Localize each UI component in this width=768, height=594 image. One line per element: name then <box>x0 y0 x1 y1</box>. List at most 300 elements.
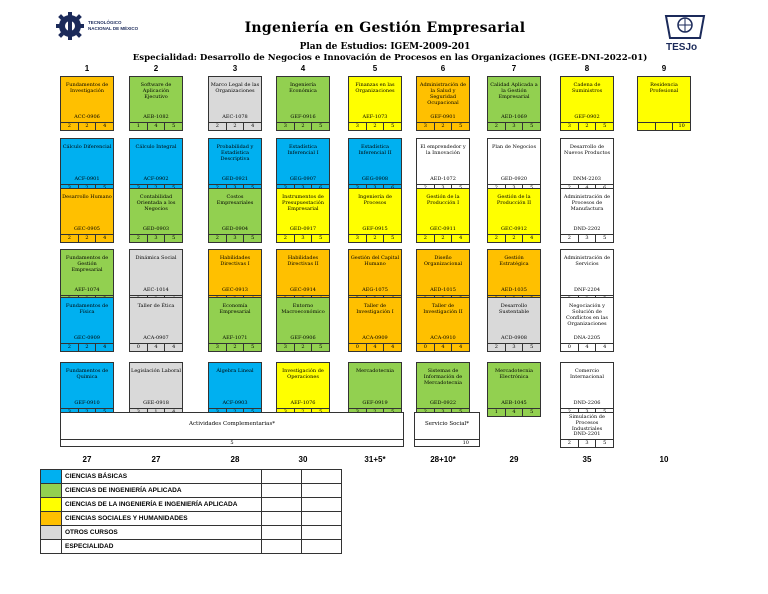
semester-number: 9 <box>661 64 667 73</box>
course-name: Fundamentos de Química <box>65 368 109 380</box>
course-code: ACF-0901 <box>74 176 100 182</box>
legend-swatch <box>41 540 62 554</box>
course-card <box>348 297 402 352</box>
semester-number: 1 <box>84 64 90 73</box>
course-name: Entorno Macroeconómico <box>281 303 325 315</box>
course-name: Dinámica Social <box>135 255 177 261</box>
hours-cell: 5 <box>172 123 176 129</box>
course-name: Costos Empresariales <box>216 194 254 206</box>
hours-cell: 2 <box>227 344 245 351</box>
course-name: Fundamentos de Física <box>65 303 109 315</box>
course-code: DND-2201 <box>573 431 601 437</box>
course-code: GEG-0907 <box>289 176 317 182</box>
hours-cell: 5 <box>251 344 255 350</box>
hours-cell: 4 <box>459 344 463 350</box>
course-name: Residencia Profesional <box>649 82 679 94</box>
legend-label: CIENCIAS DE INGENIERÍA APLICADA <box>62 484 262 498</box>
course-card <box>208 297 262 352</box>
hours-cell: 3 <box>579 440 597 447</box>
course-card <box>60 138 114 193</box>
course-name: Cálculo Diferencial <box>62 144 112 150</box>
hours-cell: 2 <box>488 344 506 351</box>
hours-cell: 2 <box>61 235 79 242</box>
course-card <box>129 297 183 352</box>
course-hours <box>349 343 401 351</box>
course-code: GEF-0910 <box>74 400 100 406</box>
course-name: Ingeniería Económica <box>289 82 317 94</box>
legend-blank-cell <box>262 526 302 540</box>
complementary-activities-label: Actividades Complementarias* <box>188 421 276 427</box>
hours-cell <box>638 123 656 130</box>
course-name: Taller de Ética <box>137 303 175 309</box>
legend-blank-cell <box>262 512 302 526</box>
course-card <box>276 249 330 304</box>
course-card <box>129 362 183 417</box>
legend-swatch <box>41 484 62 498</box>
course-hours <box>277 343 329 351</box>
hours-cell: 4 <box>435 344 453 351</box>
hours-cell: 2 <box>227 123 245 130</box>
legend-row <box>41 498 342 512</box>
hours-cell: 4 <box>103 123 107 129</box>
course-code: GED-0920 <box>500 176 528 182</box>
course-card <box>416 249 470 304</box>
course-code: AEB-1082 <box>143 114 169 120</box>
hours-cell: 5 <box>319 344 323 350</box>
course-code: AED-1015 <box>430 287 456 293</box>
course-name: Plan de Negocios <box>491 144 537 150</box>
legend-row <box>41 512 342 526</box>
course-name: Estadística Inferencial II <box>358 144 392 156</box>
course-code: GEG-0908 <box>361 176 389 182</box>
semester-total: 28+10* <box>430 455 456 464</box>
semester-number: 2 <box>153 64 159 73</box>
course-name: Desarrollo de Nuevos Productos <box>563 144 611 156</box>
legend-blank-cell <box>302 540 342 554</box>
course-code: DNF-2204 <box>573 287 601 293</box>
hours-cell: 0 <box>349 344 367 351</box>
legend-label: CIENCIAS DE LA INGENIERÍA E INGENIERÍA APLICADA <box>62 498 262 512</box>
course-code: GEC-0913 <box>222 287 248 293</box>
hours-cell: 4 <box>391 344 395 350</box>
hours-cell: 2 <box>506 235 524 242</box>
complementary-activities <box>60 412 404 447</box>
hours-cell: 3 <box>295 235 313 242</box>
hours-cell: 1 <box>130 123 148 130</box>
legend-blank-cell <box>262 498 302 512</box>
hours-cell: 3 <box>506 123 524 130</box>
semester-number: 3 <box>232 64 238 73</box>
course-name: Economía Empresarial <box>219 303 251 315</box>
legend-label: CIENCIAS BÁSICAS <box>62 470 262 484</box>
course-card <box>276 297 330 352</box>
course-card <box>487 297 541 352</box>
institution-line1: TECNOLÓGICO <box>88 20 122 25</box>
hours-cell: 3 <box>349 123 367 130</box>
course-name: Administración de Servicios <box>563 255 611 267</box>
institution-line2: NACIONAL DE MÉXICO <box>88 25 139 31</box>
hours-cell: 3 <box>277 344 295 351</box>
complementary-activities-credits: 5 <box>61 439 403 446</box>
legend-row <box>41 470 342 484</box>
legend-blank-cell <box>302 484 342 498</box>
course-card <box>637 76 691 131</box>
semester-total: 29 <box>509 455 519 464</box>
course-code: GED-0903 <box>142 226 170 232</box>
course-card <box>348 188 402 243</box>
legend-swatch <box>41 470 62 484</box>
course-card <box>416 76 470 131</box>
hours-cell: 4 <box>367 344 385 351</box>
hours-cell: 5 <box>391 123 395 129</box>
hours-cell: 5 <box>319 235 323 241</box>
course-code: AEB-1045 <box>501 400 527 406</box>
hours-cell: 2 <box>130 235 148 242</box>
course-code: ACA-0909 <box>362 335 388 341</box>
course-card <box>129 249 183 304</box>
hours-cell: 4 <box>103 344 107 350</box>
hours-cell: 4 <box>251 123 255 129</box>
hours-cell: 2 <box>488 235 506 242</box>
course-name: Software de Aplicación Ejecutivo <box>140 82 172 100</box>
hours-cell: 3 <box>349 235 367 242</box>
course-code: GED-0904 <box>221 226 249 232</box>
course-card <box>560 362 614 417</box>
hours-cell: 3 <box>561 123 579 130</box>
hours-cell: 3 <box>227 235 245 242</box>
course-hours <box>277 122 329 130</box>
semester-number: 8 <box>584 64 590 73</box>
course-name: Calidad Aplicada a la Gestión Empresarial <box>490 82 538 100</box>
course-name: Habilidades Directivas II <box>287 255 319 267</box>
course-code: GED-0922 <box>429 400 457 406</box>
legend-row <box>41 540 342 554</box>
hours-cell: 3 <box>148 235 166 242</box>
legend-blank-cell <box>262 484 302 498</box>
hours-cell: 2 <box>61 344 79 351</box>
legend-blank-cell <box>262 540 302 554</box>
course-hours <box>561 439 613 447</box>
legend-row <box>41 526 342 540</box>
course-name: Álgebra Lineal <box>216 368 254 374</box>
hours-cell: 2 <box>61 123 79 130</box>
course-hours <box>130 234 182 242</box>
course-card <box>560 412 614 448</box>
page-title: Ingeniería en Gestión Empresarial <box>244 20 526 36</box>
course-card <box>208 362 262 417</box>
course-card <box>208 188 262 243</box>
course-name: Sistemas de Información de Mercadotecnia <box>423 368 463 386</box>
course-code: ACA-0910 <box>430 335 456 341</box>
course-name: Desarrollo Sustentable <box>498 303 530 315</box>
course-card <box>487 249 541 304</box>
hours-cell: 2 <box>295 344 313 351</box>
course-name: Desarrollo Humano <box>62 194 112 200</box>
course-card <box>208 249 262 304</box>
course-code: GEE-0918 <box>143 400 169 406</box>
course-code: ACD-0908 <box>501 335 527 341</box>
course-hours <box>61 343 113 351</box>
course-name: Estadística Inferencial I <box>287 144 319 156</box>
course-card <box>129 76 183 131</box>
course-code: GED-0921 <box>221 176 249 182</box>
hours-cell: 2 <box>561 235 579 242</box>
semester-total: 28 <box>230 455 240 464</box>
semester-number: 4 <box>300 64 306 73</box>
course-card <box>348 138 402 193</box>
course-hours <box>61 234 113 242</box>
hours-cell: 3 <box>417 123 435 130</box>
course-hours <box>209 343 261 351</box>
hours-cell: 0 <box>130 344 148 351</box>
course-name: Ingeniería de Procesos <box>358 194 392 206</box>
course-code: GEF-0906 <box>290 335 316 341</box>
course-card <box>560 138 614 193</box>
hours-cell: 5 <box>391 235 395 241</box>
course-code: AED-1035 <box>501 287 527 293</box>
course-name: Gestión del Capital Humano <box>350 255 400 267</box>
social-service-label: Servicio Social* <box>424 421 470 427</box>
legend-label: ESPECIALIDAD <box>62 540 262 554</box>
tecnm-logo <box>56 12 166 48</box>
hours-cell: 5 <box>319 123 323 129</box>
course-name: Gestión Estratégica <box>499 255 529 267</box>
course-hours <box>277 234 329 242</box>
course-name: Cálculo Integral <box>135 144 177 150</box>
course-card <box>276 188 330 243</box>
hours-cell: 3 <box>579 235 597 242</box>
hours-cell: 5 <box>172 235 176 241</box>
course-name: Mercadotecnia Electrónica <box>494 368 534 380</box>
hours-cell: 4 <box>103 235 107 241</box>
course-name: Probabilidad y Estadística Descriptiva <box>216 144 254 162</box>
legend-blank-cell <box>302 526 342 540</box>
course-card <box>60 249 114 304</box>
semester-number: 7 <box>511 64 517 73</box>
course-name: Simulación de Procesos Industriales <box>569 414 605 432</box>
hours-cell: 2 <box>435 235 453 242</box>
course-code: AEG-1075 <box>362 287 388 293</box>
course-code: AEF-1074 <box>74 287 100 293</box>
course-hours <box>349 234 401 242</box>
course-code: ACA-0907 <box>143 335 169 341</box>
course-card <box>416 297 470 352</box>
hours-cell <box>656 123 674 130</box>
course-hours <box>488 122 540 130</box>
legend-blank-cell <box>302 498 342 512</box>
gear-icon <box>56 12 84 40</box>
hours-cell: 2 <box>277 235 295 242</box>
hours-cell: 5 <box>530 344 534 350</box>
course-name: Comercio Internacional <box>570 368 604 380</box>
course-card <box>60 188 114 243</box>
hours-cell: 5 <box>530 123 534 129</box>
course-code: AED-1072 <box>430 176 456 182</box>
course-code: GEC-0914 <box>290 287 316 293</box>
hours-cell: 4 <box>148 344 166 351</box>
hours-cell: 2 <box>209 235 227 242</box>
course-card <box>276 362 330 417</box>
course-code: AED-1069 <box>501 114 527 120</box>
course-card <box>60 297 114 352</box>
course-code: GEF-0915 <box>362 226 388 232</box>
course-name: Marco Legal de las Organizaciones <box>210 82 260 94</box>
hours-cell: 4 <box>172 344 176 350</box>
legend-blank-cell <box>302 512 342 526</box>
hours-cell: 2 <box>579 123 597 130</box>
course-name: Taller de Investigación II <box>423 303 463 315</box>
course-card <box>208 138 262 193</box>
course-code: GEC-0911 <box>430 226 456 232</box>
hours-cell: 2 <box>561 440 579 447</box>
course-name: Investigación de Operaciones <box>282 368 324 380</box>
hours-cell: 2 <box>79 235 97 242</box>
plan-code: Plan de Estudios: IGEM-2009-201 <box>299 42 471 52</box>
course-name: Legislación Laboral <box>131 368 181 374</box>
hours-cell: 0 <box>417 344 435 351</box>
course-code: AEC-1078 <box>222 114 248 120</box>
course-code: GEC-0912 <box>501 226 527 232</box>
course-card <box>560 249 614 304</box>
hours-cell: 2 <box>295 123 313 130</box>
specialty-title: Especialidad: Desarrollo de Negocios e Innovación de Procesos en las Organizaciones (IGEE-DNI-2022-01) <box>132 53 648 63</box>
hours-cell: 0 <box>561 344 579 351</box>
semester-number: 5 <box>372 64 378 73</box>
hours-cell: 10 <box>678 123 685 129</box>
course-card <box>560 76 614 131</box>
course-name: El emprendedor y la Innovación <box>420 144 466 156</box>
course-hours <box>638 122 690 130</box>
course-card <box>487 188 541 243</box>
course-name: Habilidades Directivas I <box>219 255 251 267</box>
hours-cell: 4 <box>579 344 597 351</box>
hours-cell: 2 <box>367 235 385 242</box>
course-code: DND-2206 <box>573 400 601 406</box>
emblem-icon <box>662 12 708 42</box>
legend-swatch <box>41 526 62 540</box>
hours-cell: 2 <box>417 235 435 242</box>
hours-cell: 2 <box>79 123 97 130</box>
course-code: AEF-1073 <box>362 114 388 120</box>
semester-total: 30 <box>298 455 308 464</box>
course-name: Cadena de Suministros <box>571 82 603 94</box>
course-hours <box>488 234 540 242</box>
course-code: DND-2202 <box>573 226 601 232</box>
hours-cell: 4 <box>603 344 607 350</box>
social-service <box>414 412 480 447</box>
hours-cell: 3 <box>506 344 524 351</box>
legend <box>40 469 342 554</box>
course-name: Administración de Procesos de Manufactura <box>563 194 611 212</box>
course-name: Fundamentos de Investigación <box>65 82 109 94</box>
course-name: Negociación y Solución de Conflictos en las Organizaciones <box>566 303 608 327</box>
hours-cell: 5 <box>251 235 255 241</box>
course-card <box>129 138 183 193</box>
course-card <box>560 297 614 352</box>
course-card <box>129 188 183 243</box>
legend-row <box>41 484 342 498</box>
course-card <box>348 362 402 417</box>
course-hours <box>209 234 261 242</box>
course-hours <box>488 343 540 351</box>
course-card <box>60 362 114 417</box>
semester-total: 35 <box>582 455 592 464</box>
course-hours <box>561 343 613 351</box>
hours-cell: 5 <box>459 123 463 129</box>
course-code: ACF-0902 <box>143 176 169 182</box>
course-name: Administración de la Salud y Seguridad Ocupacional <box>419 82 467 106</box>
hours-cell: 5 <box>530 409 534 415</box>
hours-cell: 2 <box>435 123 453 130</box>
course-name: Taller de Investigación I <box>356 303 394 315</box>
semester-total: 10 <box>659 455 669 464</box>
course-card <box>416 138 470 193</box>
hours-cell: 4 <box>530 235 534 241</box>
course-name: Mercadotecnia <box>355 368 395 374</box>
course-code: AEC-1014 <box>143 287 169 293</box>
semester-total: 27 <box>82 455 92 464</box>
legend-swatch <box>41 512 62 526</box>
course-code: GEF-0916 <box>290 114 316 120</box>
course-code: GEC-0909 <box>74 335 100 341</box>
semester-total: 31+5* <box>364 455 386 464</box>
hours-cell: 3 <box>277 123 295 130</box>
course-card <box>60 76 114 131</box>
hours-cell: 5 <box>603 235 607 241</box>
hours-cell: 2 <box>79 344 97 351</box>
hours-cell: 3 <box>209 344 227 351</box>
course-hours <box>209 122 261 130</box>
hours-cell: 4 <box>148 123 166 130</box>
course-hours <box>61 122 113 130</box>
course-card <box>416 188 470 243</box>
legend-label: CIENCIAS SOCIALES Y HUMANIDADES <box>62 512 262 526</box>
course-hours <box>417 122 469 130</box>
hours-cell: 2 <box>209 123 227 130</box>
course-hours <box>561 122 613 130</box>
course-hours <box>488 408 540 416</box>
course-hours <box>561 234 613 242</box>
course-code: DNM-2203 <box>573 176 601 182</box>
social-service-credits: 10 <box>415 439 479 446</box>
course-hours <box>130 122 182 130</box>
course-code: GEF-0919 <box>362 400 388 406</box>
course-card <box>487 362 541 417</box>
course-card <box>560 188 614 243</box>
course-name: Diseño Organizacional <box>423 255 463 267</box>
semester-number: 6 <box>440 64 446 73</box>
legend-blank-cell <box>262 470 302 484</box>
course-code: GEC-0905 <box>74 226 100 232</box>
legend-blank-cell <box>302 470 342 484</box>
course-card <box>487 138 541 193</box>
course-card <box>416 362 470 417</box>
course-code: AEF-1071 <box>222 335 248 341</box>
course-name: Fundamentos de Gestión Empresarial <box>65 255 109 273</box>
course-card <box>276 76 330 131</box>
course-hours <box>349 122 401 130</box>
course-code: AEF-1076 <box>290 400 316 406</box>
semester-total: 27 <box>151 455 161 464</box>
course-code: ACC-0906 <box>74 114 100 120</box>
legend-label: OTROS CURSOS <box>62 526 262 540</box>
course-card <box>276 138 330 193</box>
course-name: Finanzas en las Organizaciones <box>355 82 395 94</box>
course-card <box>208 76 262 131</box>
course-code: GED-0917 <box>289 226 317 232</box>
course-hours <box>417 234 469 242</box>
course-name: Instrumentos de Presupuestación Empresarial <box>281 194 325 212</box>
